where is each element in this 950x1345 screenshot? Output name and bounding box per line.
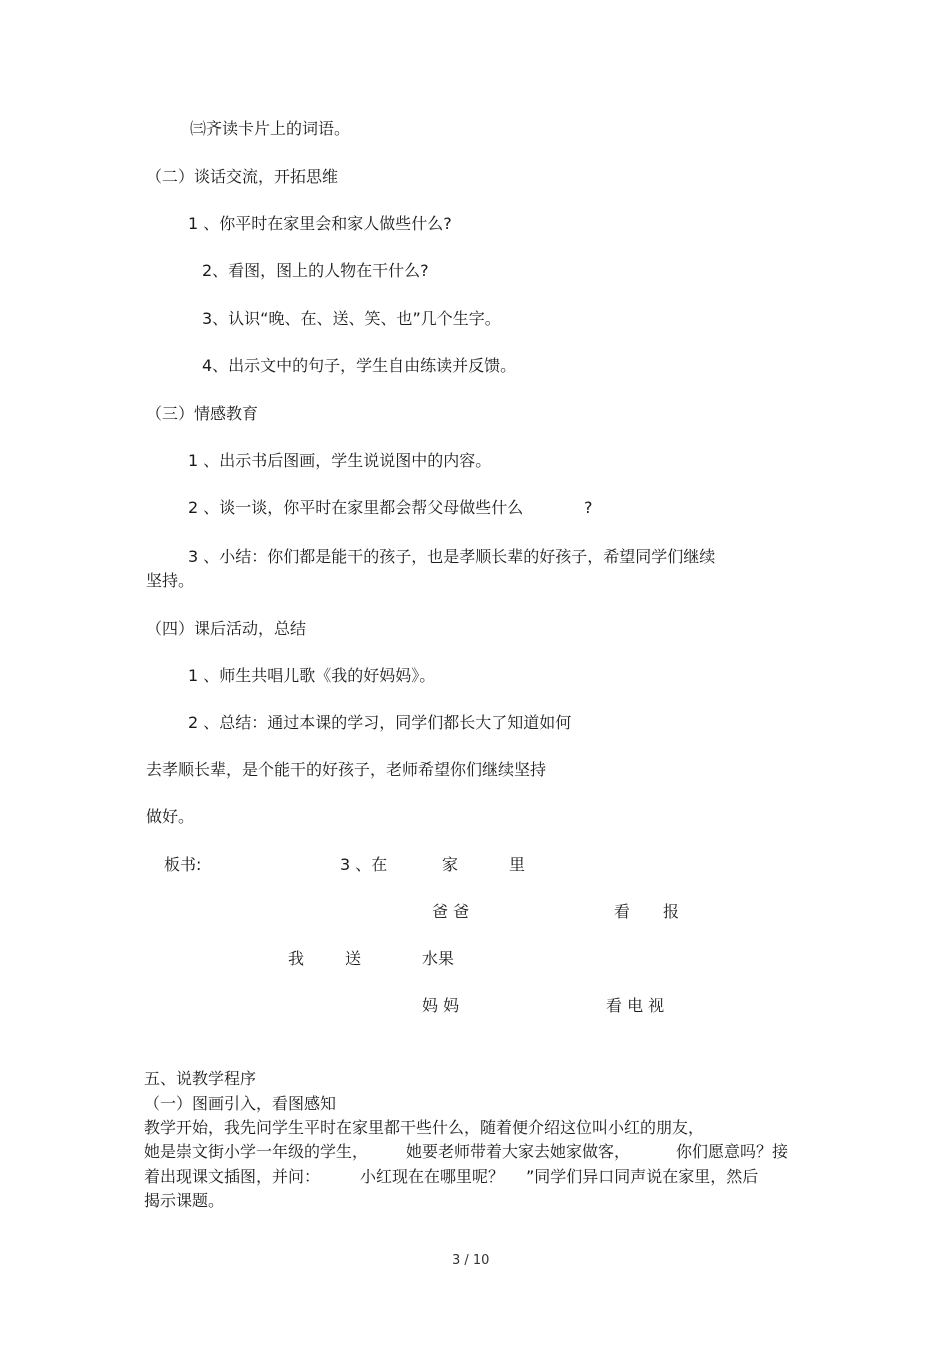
- section-heading: （二）谈话交流，开拓思维: [146, 167, 339, 186]
- text-line: ?: [584, 498, 593, 517]
- text-line: 坚持。: [146, 571, 195, 590]
- section-heading: （三）情感教育: [146, 404, 259, 423]
- text-line: 做好。: [146, 807, 195, 826]
- text-line: 你们愿意吗？接: [676, 1142, 789, 1161]
- section-heading: 五、说教学程序: [144, 1069, 257, 1088]
- board-title: 里: [509, 855, 526, 874]
- board-word: 看: [614, 902, 631, 921]
- text-line: 1 、你平时在家里会和家人做些什么?: [188, 214, 452, 233]
- board-word: 妈 妈: [422, 996, 460, 1015]
- text-line: 教学开始，我先问学生平时在家里都干些什么，随着便介绍这位叫小红的朋友，: [144, 1118, 705, 1137]
- text-line: 2 、总结：通过本课的学习，同学们都长大了知道如何: [188, 713, 572, 732]
- text-line: 2、看图，图上的人物在干什么?: [202, 261, 429, 280]
- page-number: 3 / 10: [452, 1253, 490, 1268]
- text-line: 3、认识“晚、在、送、笑、也”几个生字。: [202, 309, 501, 328]
- text-line: 着出现课文插图，并问：: [144, 1167, 321, 1186]
- board-word: 水果: [422, 949, 455, 968]
- text-line: 1 、师生共唱儿歌《我的好妈妈》。: [188, 666, 436, 685]
- section-heading: （四）课后活动，总结: [146, 619, 307, 638]
- board-word: 爸 爸: [432, 902, 470, 921]
- text-line: 她要老师带着大家去她家做客，: [406, 1142, 631, 1161]
- board-title: 家: [442, 855, 459, 874]
- subsection-heading: （一）图画引入，看图感知: [144, 1094, 337, 1113]
- text-line: 1 、出示书后图画，学生说说图中的内容。: [188, 451, 492, 470]
- text-line: ”同学们异口同声说在家里，然后: [526, 1167, 759, 1186]
- board-label: 板书:: [164, 855, 202, 874]
- text-line: 她是崇文街小学一年级的学生，: [144, 1142, 369, 1161]
- text-line: 4、出示文中的句子，学生自由练读并反馈。: [202, 356, 517, 375]
- board-word: 我: [288, 949, 305, 968]
- board-title: 3 、在: [340, 855, 388, 874]
- text-line: ㈢齐读卡片上的词语。: [190, 119, 351, 138]
- text-line: 小红现在在哪里呢？: [360, 1167, 505, 1186]
- text-line: 去孝顺长辈，是个能干的好孩子，老师希望你们继续坚持: [146, 760, 547, 779]
- board-word: 看 电 视: [606, 996, 665, 1015]
- text-line: 3 、小结：你们都是能干的孩子，也是孝顺长辈的好孩子，希望同学们继续: [188, 547, 716, 566]
- board-word: 送: [345, 949, 362, 968]
- board-word: 报: [663, 902, 680, 921]
- text-line: 2 、谈一谈，你平时在家里都会帮父母做些什么: [188, 498, 524, 517]
- text-line: 揭示课题。: [144, 1191, 225, 1210]
